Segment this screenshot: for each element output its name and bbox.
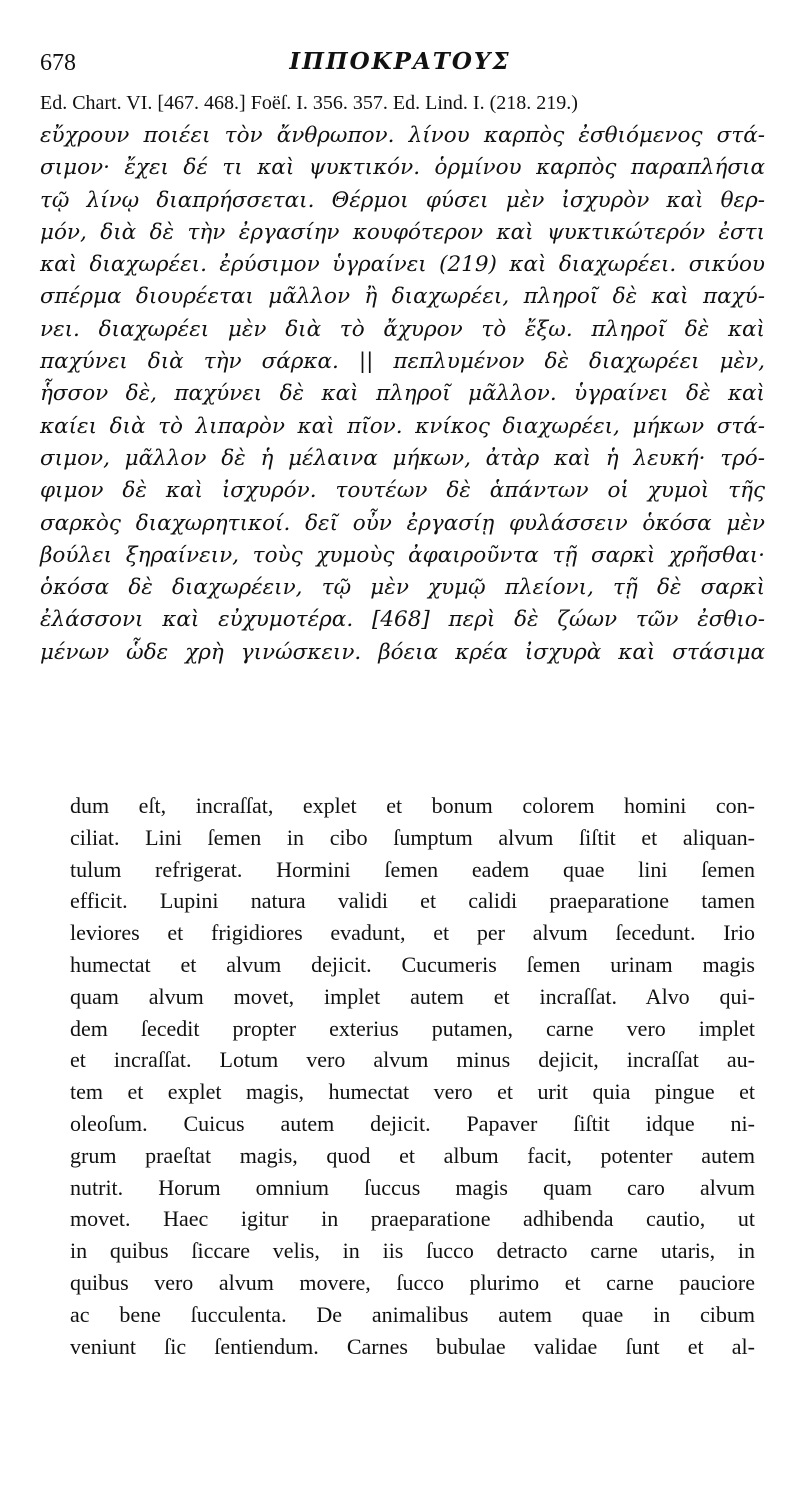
latin-line: veniunt ſic ſentiendum. Carnes bubulae validae ſunt et al- [70, 1333, 755, 1359]
latin-line: grum praeſtat magis, quod et album facit, potenter autem [70, 1142, 755, 1168]
latin-line: quibus vero alvum movere, ſucco plurimo et carne pauciore [70, 1269, 755, 1295]
greek-line: βούλει ξηραίνειν, τοὺς χυμοὺς ἀφαιροῦντα τῇ σαρκὶ χρῆσθαι· [40, 542, 765, 568]
edition-reference: Ed. Chart. VI. [467. 468.] Foëſ. I. 356. 357. Ed. Lind. I. (218. 219.) [40, 92, 578, 114]
greek-line: σαρκὸς διαχωρητικοί. δεῖ οὖν ἐργασίῃ φυλάσσειν ὁκόσα μὲν [40, 510, 765, 536]
latin-line: ciliat. Lini ſemen in cibo ſumptum alvum ſiſtit et aliquan- [70, 824, 755, 850]
latin-line: et incraſſat. Lotum vero alvum minus dejicit, incraſſat au- [70, 1047, 755, 1073]
latin-line: movet. Haec igitur in praeparatione adhibenda cautio, ut [70, 1206, 755, 1232]
latin-line: quam alvum movet, implet autem et incraſſat. Alvo qui- [70, 983, 755, 1009]
greek-line: ἧσσον δὲ, παχύνει δὲ καὶ πληροῖ μᾶλλον. ὑγραίνει δὲ καὶ [40, 381, 765, 407]
latin-line: nutrit. Horum omnium ſuccus magis quam caro alvum [70, 1174, 755, 1200]
latin-line: dem ſecedit propter exterius putamen, carne vero implet [70, 1015, 755, 1041]
greek-line: μόν, διὰ δὲ τὴν ἐργασίην κουφότερον καὶ ψυκτικώτερόν ἐστι [40, 219, 765, 245]
latin-line: ac bene ſucculenta. De animalibus autem quae in cibum [70, 1301, 755, 1327]
greek-line: ὁκόσα δὲ διαχωρέειν, τῷ μὲν χυμῷ πλείονι, τῇ δὲ σαρκὶ [40, 575, 765, 601]
greek-line: καὶ διαχωρέει. ἐρύσιμον ὑγραίνει (219) καὶ διαχωρέει. σικύου [40, 252, 765, 278]
latin-line: humectat et alvum dejicit. Cucumeris ſemen urinam magis [70, 951, 755, 977]
greek-line: μένων ὧδε χρὴ γινώσκειν. βόεια κρέα ἰσχυρὰ καὶ στάσιμα [40, 639, 765, 665]
latin-line: leviores et frigidiores evadunt, et per alvum ſecedunt. Irio [70, 920, 755, 946]
greek-line: ἐλάσσονι καὶ εὐχυμοτέρα. [468] περὶ δὲ ζώων τῶν ἐσθιο- [40, 607, 765, 633]
running-title: ΙΠΠΟΚΡΑΤΟΥΣ [289, 48, 511, 75]
latin-line: tulum refrigerat. Hormini ſemen eadem quae lini ſemen [70, 856, 755, 882]
greek-line: σιμον· ἔχει δέ τι καὶ ψυκτικόν. ὁρμίνου καρπὸς παραπλήσια [40, 155, 765, 181]
latin-line: tem et explet magis, humectat vero et urit quia pingue et [70, 1079, 755, 1105]
greek-line: σπέρμα διουρέεται μᾶλλον ἢ διαχωρέει, πληροῖ δὲ καὶ παχύ- [40, 284, 765, 310]
latin-line: in quibus ſiccare velis, in iis ſucco detracto carne utaris, in [70, 1238, 755, 1264]
greek-text-block [40, 120, 765, 669]
latin-line: efficit. Lupini natura validi et calidi praeparatione tamen [70, 888, 755, 914]
latin-text-block [70, 790, 755, 1362]
latin-line: oleoſum. Cuicus autem dejicit. Papaver ſiſtit idque ni- [70, 1110, 755, 1136]
greek-line: σιμον, μᾶλλον δὲ ἡ μέλαινα μήκων, ἀτὰρ καὶ ἡ λευκή· τρό- [40, 445, 765, 471]
greek-line: τῷ λίνῳ διαπρήσσεται. Θέρμοι φύσει μὲν ἰσχυρὸν καὶ θερ- [40, 187, 765, 213]
latin-line: dum eſt, incraſſat, explet et bonum colorem homini con- [70, 793, 755, 818]
greek-line: καίει διὰ τὸ λιπαρὸν καὶ πῖον. κνίκος διαχωρέει, μήκων στά- [40, 413, 765, 439]
greek-line: παχύνει διὰ τὴν σάρκα. || πεπλυμένον δὲ διαχωρέει μὲν, [40, 349, 765, 375]
greek-line: φιμον δὲ καὶ ἰσχυρόν. τουτέων δὲ ἁπάντων οἱ χυμοὶ τῆς [40, 478, 765, 504]
page-number: 678 [40, 50, 76, 76]
greek-line: νει. διαχωρέει μὲν διὰ τὸ ἄχυρον τὸ ἔξω. πληροῖ δὲ καὶ [40, 316, 765, 342]
greek-line: εὔχρουν ποιέει τὸν ἄνθρωπον. λίνου καρπὸς ἐσθιόμενος στά- [40, 123, 765, 148]
